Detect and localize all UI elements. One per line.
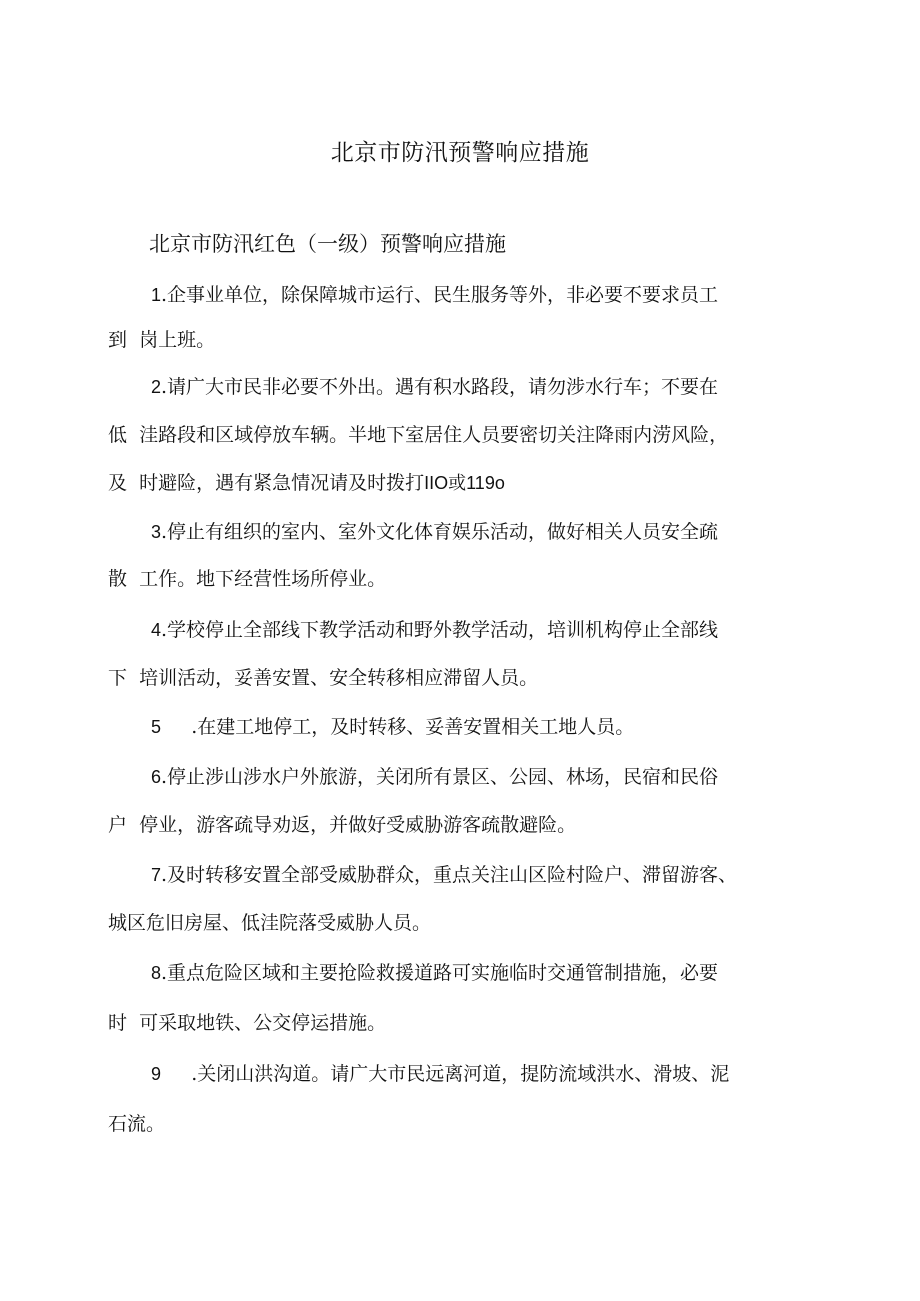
list-item-9-line-1	[151, 1061, 729, 1087]
item-number: 6	[151, 767, 162, 787]
item-text: .重点危险区域和主要抢险救援道路可实施临时交通管制措施，必要	[161, 962, 719, 984]
list-item-8-line-2	[108, 1010, 386, 1036]
item-text: .停止有组织的室内、室外文化体育娱乐活动，做好相关人员安全疏	[161, 521, 719, 543]
item-number: 2	[151, 377, 162, 397]
list-item-1-line-1	[151, 282, 718, 308]
list-item-3-line-1	[151, 519, 718, 545]
list-item-4-line-2	[108, 665, 538, 691]
list-item-2-line-2	[108, 422, 728, 448]
item-text: 石流。	[108, 1113, 166, 1135]
item-lead-char: 到	[108, 329, 128, 351]
item-lead-char: 时	[108, 1012, 128, 1034]
list-item-2-line-1	[151, 374, 718, 400]
emergency-phone-text: IIO或119o	[424, 473, 505, 493]
list-item-5-line-1	[151, 714, 634, 740]
list-item-4-line-1	[151, 617, 718, 643]
item-text: .及时转移安置全部受威胁群众，重点关注山区险村险户、滞留游客、	[161, 864, 738, 886]
item-lead-char: 户	[108, 814, 128, 836]
item-text: 洼路段和区域停放车辆。半地下室居住人员要密切关注降雨内涝风险，	[139, 424, 729, 446]
item-text: 时避险，遇有紧急情况请及时拨打	[139, 472, 425, 494]
item-text: 工作。地下经营性场所停业。	[139, 568, 387, 590]
list-item-7-line-1	[151, 862, 737, 888]
item-text: .关闭山洪沟道。请广大市民远离河道，提防流域洪水、滑坡、泥	[191, 1063, 730, 1085]
item-number: 8	[151, 963, 162, 983]
item-text: .学校停止全部线下教学活动和野外教学活动，培训机构停止全部线	[161, 619, 719, 641]
document-title: 北京市防汛预警响应措施	[330, 140, 590, 166]
item-number: 7	[151, 865, 162, 885]
item-lead-char: 下	[108, 667, 128, 689]
item-lead-char: 及	[108, 472, 128, 494]
list-item-7-line-2	[108, 910, 431, 936]
item-text: 岗上班。	[139, 329, 216, 351]
item-number: 5	[151, 717, 162, 737]
list-item-3-line-2	[108, 566, 386, 592]
item-number: 4	[151, 620, 162, 640]
item-number: 9	[151, 1064, 162, 1084]
item-number: 3	[151, 522, 162, 542]
list-item-2-line-3	[108, 470, 505, 496]
item-text: 可采取地铁、公交停运措施。	[139, 1012, 387, 1034]
item-number: 1	[151, 285, 162, 305]
item-text: .请广大市民非必要不外出。遇有积水路段，请勿涉水行车；不要在	[161, 376, 719, 398]
section-heading: 北京市防汛红色（一级）预警响应措施	[149, 232, 506, 256]
item-lead-char: 低	[108, 424, 128, 446]
item-text: 停业，游客疏导劝返，并做好受威胁游客疏散避险。	[139, 814, 577, 836]
list-item-9-line-2	[108, 1111, 165, 1137]
item-text: 城区危旧房屋、低洼院落受威胁人员。	[108, 912, 432, 934]
list-item-6-line-2	[108, 812, 576, 838]
item-text: .停止涉山涉水户外旅游，关闭所有景区、公园、林场，民宿和民俗	[161, 766, 719, 788]
list-item-6-line-1	[151, 764, 718, 790]
item-text: .企事业单位，除保障城市运行、民生服务等外，非必要不要求员工	[161, 284, 719, 306]
item-lead-char: 散	[108, 568, 128, 590]
item-text: 培训活动，妥善安置、安全转移相应滞留人员。	[139, 667, 539, 689]
list-item-1-line-2	[108, 327, 215, 353]
item-text: .在建工地停工，及时转移、妥善安置相关工地人员。	[191, 716, 635, 738]
list-item-8-line-1	[151, 960, 718, 986]
